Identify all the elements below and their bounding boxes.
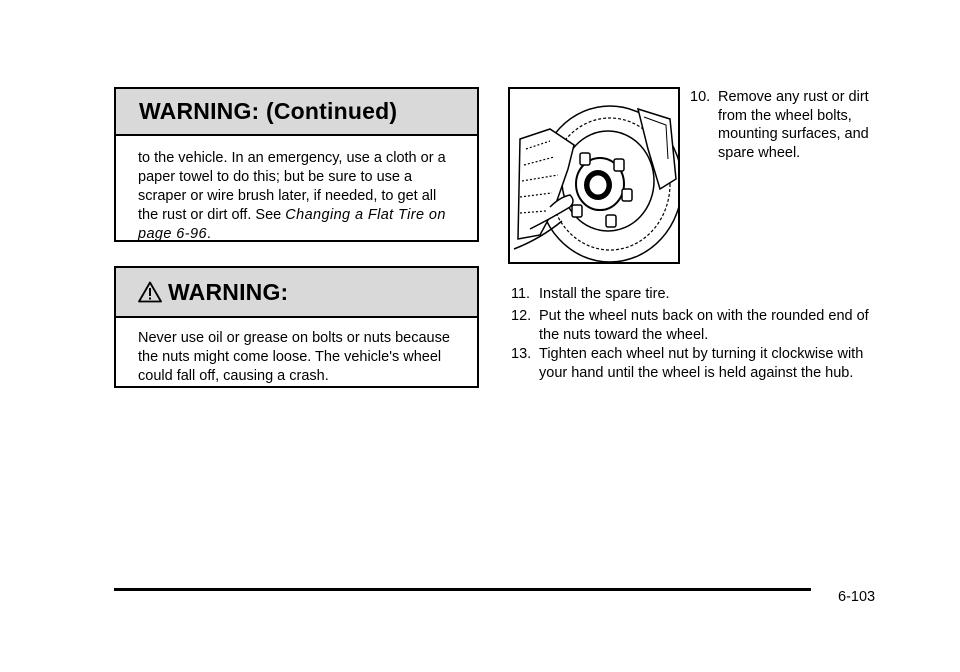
wheel-hub-icon: [510, 89, 678, 262]
step-12: [511, 307, 891, 344]
step-13-number: 13.: [511, 346, 532, 362]
step-10-number: 10.: [690, 89, 711, 105]
warning-box: [114, 266, 479, 388]
step-10-text: Remove any rust or dirt from the wheel bolts, mounting surfaces, and spare wheel.: [718, 89, 869, 161]
warning-body: Never use oil or grease on bolts or nuts because the nuts might come loose. The vehicle's wheel could fall off, causing a crash.: [138, 330, 450, 384]
step-11-number: 11.: [511, 286, 531, 302]
step-10: [690, 88, 890, 162]
warning-header: [116, 268, 477, 318]
step-11-text: Install the spare tire.: [539, 286, 670, 302]
footer-rule: [114, 588, 811, 591]
warning-continued-header: [116, 89, 477, 136]
warning-continued-body: [116, 136, 477, 244]
step-11: [511, 285, 891, 304]
warning-title: WARNING:: [168, 278, 289, 305]
wheel-hub-cleaning-illustration: [508, 87, 680, 264]
warning-continued-box: [114, 87, 479, 242]
warning-continued-text: to the vehicle. In an emergency, use a cloth or a paper towel to do this; but be sure to use a scraper or wire brush later, if needed, to get all the rust or dirt off. See: [138, 150, 446, 223]
page-number: 6-103: [838, 589, 876, 605]
step-13: [511, 345, 891, 382]
warning-continued-end: .: [206, 226, 211, 242]
cross-reference-link[interactable]: Changing a Flat Tire on page 6-96: [138, 207, 446, 242]
warning-triangle-icon: [138, 281, 162, 303]
step-12-number: 12.: [511, 308, 532, 324]
step-12-text: Put the wheel nuts back on with the rounded end of the nuts toward the wheel.: [539, 308, 869, 343]
step-13-text: Tighten each wheel nut by turning it clockwise with your hand until the wheel is held against the hub.: [539, 346, 864, 381]
warning-continued-title: WARNING: (Continued): [139, 98, 398, 124]
